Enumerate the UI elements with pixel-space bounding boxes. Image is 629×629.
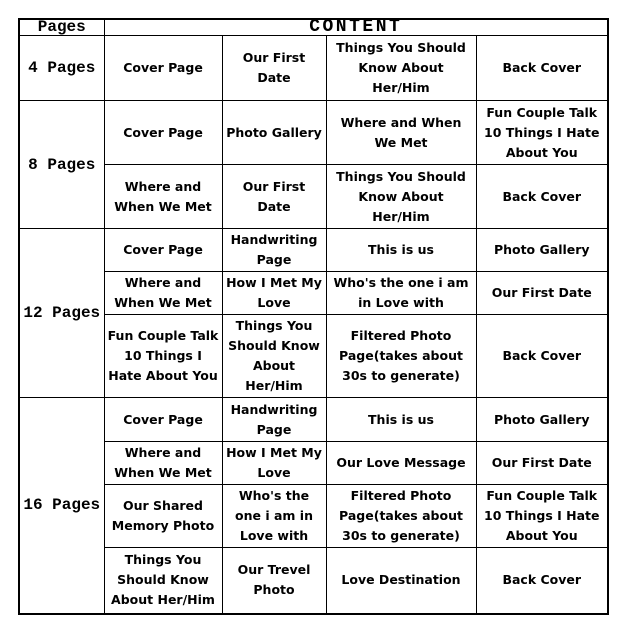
table-row: [19, 165, 608, 229]
content-cell: Back Cover: [476, 36, 608, 101]
content-cell: Cover Page: [104, 229, 222, 272]
content-cell: Our First Date: [476, 272, 608, 315]
content-cell: Where and When We Met: [326, 101, 476, 165]
content-cell: Filtered Photo Page(takes about 30s to generate): [326, 315, 476, 398]
content-cell: Back Cover: [476, 165, 608, 229]
section-label-8-pages: 8 Pages: [19, 101, 104, 229]
table-row: [19, 442, 608, 485]
content-cell: Cover Page: [104, 398, 222, 442]
table-row: [19, 315, 608, 398]
content-cell: Our Shared Memory Photo: [104, 485, 222, 548]
content-cell: Who's the one i am in Love with: [222, 485, 326, 548]
content-cell: Things You Should Know About Her/Him: [104, 548, 222, 614]
content-cell: Things You Should Know About Her/Him: [222, 315, 326, 398]
table-row: [19, 548, 608, 614]
content-cell: Handwriting Page: [222, 229, 326, 272]
content-cell: Photo Gallery: [476, 398, 608, 442]
table-row: [19, 101, 608, 165]
content-cell: Back Cover: [476, 548, 608, 614]
content-cell: Love Destination: [326, 548, 476, 614]
content-cell: How I Met My Love: [222, 442, 326, 485]
section-label-16-pages: 16 Pages: [19, 398, 104, 614]
pages-header-cell: Pages: [19, 19, 104, 36]
content-cell: Back Cover: [476, 315, 608, 398]
table-row: [19, 398, 608, 442]
section-label-4-pages: 4 Pages: [19, 36, 104, 101]
content-cell: Fun Couple Talk 10 Things I Hate About You: [104, 315, 222, 398]
table-row: [19, 229, 608, 272]
content-cell: Our Trevel Photo: [222, 548, 326, 614]
content-cell: Our First Date: [476, 442, 608, 485]
content-cell: Photo Gallery: [222, 101, 326, 165]
content-cell: Cover Page: [104, 36, 222, 101]
content-table: [18, 18, 609, 615]
table-header-row: [19, 19, 608, 36]
content-cell: How I Met My Love: [222, 272, 326, 315]
table-row: [19, 36, 608, 101]
content-cell: Fun Couple Talk 10 Things I Hate About You: [476, 101, 608, 165]
content-cell: This is us: [326, 229, 476, 272]
table-row: [19, 485, 608, 548]
content-header-cell: CONTENT: [104, 19, 608, 36]
content-cell: This is us: [326, 398, 476, 442]
content-cell: Who's the one i am in Love with: [326, 272, 476, 315]
content-cell: Photo Gallery: [476, 229, 608, 272]
content-cell: Our First Date: [222, 165, 326, 229]
content-cell: Where and When We Met: [104, 165, 222, 229]
table-row: [19, 272, 608, 315]
content-cell: Our First Date: [222, 36, 326, 101]
content-cell: Handwriting Page: [222, 398, 326, 442]
content-cell: Our Love Message: [326, 442, 476, 485]
content-cell: Where and When We Met: [104, 442, 222, 485]
content-cell: Cover Page: [104, 101, 222, 165]
section-label-12-pages: 12 Pages: [19, 229, 104, 398]
content-cell: Filtered Photo Page(takes about 30s to generate): [326, 485, 476, 548]
content-cell: Fun Couple Talk 10 Things I Hate About You: [476, 485, 608, 548]
content-cell: Where and When We Met: [104, 272, 222, 315]
content-cell: Things You Should Know About Her/Him: [326, 36, 476, 101]
content-cell: Things You Should Know About Her/Him: [326, 165, 476, 229]
